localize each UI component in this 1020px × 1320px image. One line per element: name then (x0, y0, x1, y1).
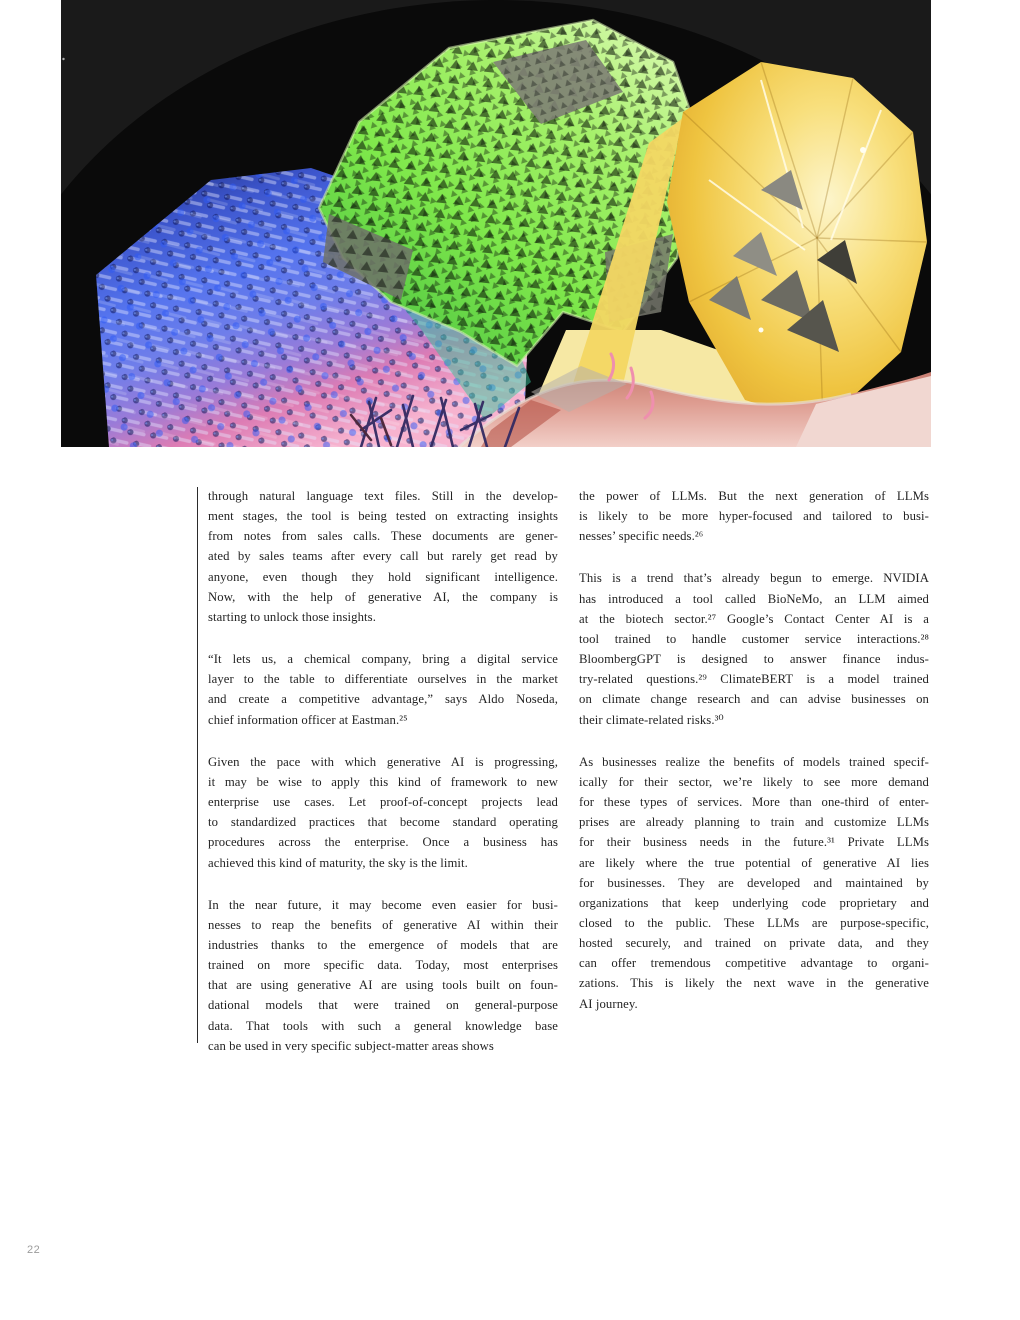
text-line: the power of LLMs. But the next generation of LLMs (579, 489, 929, 503)
text-line: layer to the table to differentiate ourselves in the market (208, 672, 558, 687)
paragraph (208, 752, 558, 873)
text-line: enterprise use cases. Let proof-of-concept projects lead (208, 795, 558, 810)
left-column (208, 486, 558, 1056)
text-line: are likely where the true potential of generative AI lies (579, 855, 929, 870)
paragraph (208, 649, 558, 730)
text-line: As businesses realize the benefits of models trained specif- (579, 754, 929, 769)
text-line: “It lets us, a chemical company, bring a digital service (208, 652, 558, 667)
text-line: for these types of services. More than one-third of enter- (579, 795, 929, 810)
text-line: is likely to be more hyper-focused and tailored to busi- (579, 509, 929, 524)
text-line: for their business needs in the future.³¹ Private LLMs (579, 835, 929, 850)
text-line: that are using generative AI are using tools built on foun- (208, 978, 558, 993)
text-line: achieved this kind of maturity, the sky is the limit. (208, 855, 468, 870)
text-line: on climate change research and can advise businesses on (579, 692, 929, 707)
text-line: has introduced a tool called BioNeMo, an LLM aimed (579, 591, 929, 606)
text-line: starting to unlock those insights. (208, 609, 376, 624)
text-line: to standardized practices that become standard operating (208, 815, 558, 830)
text-line: their climate-related risks.³⁰ (579, 712, 724, 727)
text-line: can be used in very specific subject-matter areas shows (208, 1038, 494, 1053)
text-line: can offer tremendous competitive advantage to organi- (579, 956, 929, 971)
paragraph (579, 486, 929, 546)
text-line: ically for their sector, we’re likely to see more demand (579, 774, 929, 789)
column-rule (197, 487, 198, 1043)
paragraph (579, 568, 929, 729)
text-line: closed to the public. These LLMs are purpose-specific, (579, 915, 929, 930)
text-line: Now, with the help of generative AI, the company is (208, 589, 558, 604)
paragraph (208, 895, 558, 1056)
text-line: dational models that were trained on general-purpose (208, 998, 558, 1013)
text-line: prises are already planning to train and customize LLMs (579, 815, 929, 830)
text-line: through natural language text files. Still in the develop- (208, 489, 558, 503)
text-line: zations. This is likely the next wave in the generative (579, 976, 929, 991)
text-line: This is a trend that’s already begun to emerge. NVIDIA (579, 571, 929, 586)
speck-dot (62, 58, 64, 60)
text-line: at the biotech sector.²⁷ Google’s Contact Center AI is a (579, 611, 929, 626)
hero-art-svg (61, 0, 931, 447)
text-line: industries thanks to the emergence of models that are (208, 937, 558, 952)
text-line: nesses’ specific needs.²⁶ (579, 529, 704, 544)
text-line: ment stages, the tool is being tested on extracting insights (208, 509, 558, 524)
text-line: organizations that keep underlying code proprietary and (579, 895, 929, 910)
text-line: and create a competitive advantage,” says Aldo Noseda, (208, 692, 558, 707)
text-line: nesses to reap the benefits of generative AI within their (208, 917, 558, 932)
text-line: hosted securely, and trained on private data, and they (579, 936, 929, 951)
hero-image (61, 0, 931, 447)
text-line: AI journey. (579, 996, 638, 1011)
page-number: 22 (27, 1244, 41, 1256)
text-line: for businesses. They are developed and maintained by (579, 875, 929, 890)
text-line: data. That tools with such a general knowledge base (208, 1018, 558, 1033)
text-line: try-related questions.²⁹ ClimateBERT is a model trained (579, 672, 929, 687)
text-line: ated by sales teams after every call but rarely get read by (208, 549, 558, 564)
text-line: it may be wise to apply this kind of framework to new (208, 774, 558, 789)
text-line: Given the pace with which generative AI is progressing, (208, 754, 558, 769)
text-line: trained on more specific data. Today, most enterprises (208, 958, 558, 973)
text-line: BloombergGPT is designed to answer finance indus- (579, 652, 929, 667)
paragraph (208, 486, 558, 627)
text-line: from notes from sales calls. These documents are gener- (208, 529, 558, 544)
text-line: anyone, even though they hold significant intelligence. (208, 569, 558, 584)
text-line: In the near future, it may become even easier for busi- (208, 897, 558, 912)
paragraph (579, 752, 929, 1014)
text-line: chief information officer at Eastman.²⁵ (208, 712, 408, 727)
text-line: procedures across the enterprise. Once a business has (208, 835, 558, 850)
right-column (579, 486, 929, 1014)
text-line: tool trained to handle customer service interactions.²⁸ (579, 631, 929, 646)
